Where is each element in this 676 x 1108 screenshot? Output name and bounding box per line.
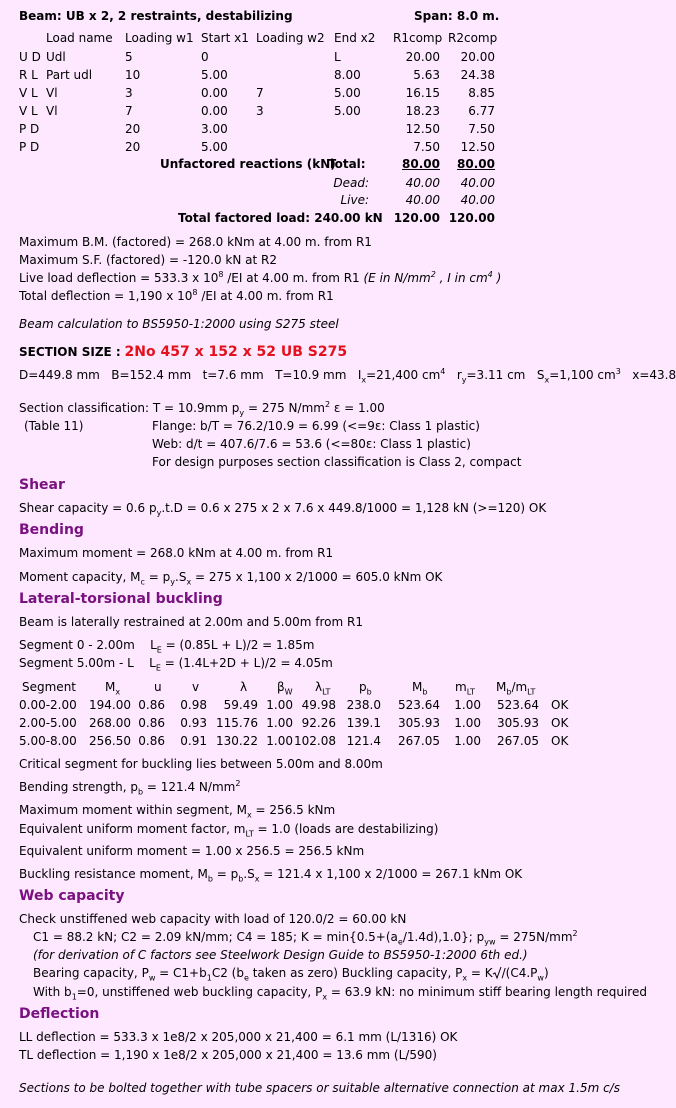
ltb-col-ratio: $M_b/m_{LT}$ [496,680,536,697]
ltb-col-llt: $\lambda_{LT}$ [315,680,331,697]
load-cell-code: P D [19,140,40,154]
live-deflection: Live load deflection = 533.3 x $10^8$ /EI at 4.00 m. from R1 (E in $N/mm^2$ , I in $cm^4$ ) [19,270,502,285]
load-cell-x2: 8.00 [334,68,361,82]
load-cell-r2: 20.00 [460,50,495,64]
ltb-cell-mlt: 1.00 [454,734,481,748]
ltb-heading: Lateral-torsional buckling [19,591,223,607]
c-factors: C1 = 88.2 kN; C2 = 2.09 kN/mm; C4 = 185; $K = \min\{0.5+(a_e/1.4d),1.0\}$; $p_{yw} = 275N/mm^2$ [33,929,578,947]
load-cell-r1: 12.50 [405,122,440,136]
c-derivation: (for derivation of C factors see Steelwork Design Guide to BS5950-1:2000 6th ed.) [33,948,528,962]
ltb-cell-ok: OK [551,698,569,712]
ltb-cell-pb: 139.1 [346,716,381,730]
load-cell-name: Vl [46,86,58,100]
buckling-resistance: Buckling resistance moment, $M_b = p_b.S_x = 121.4$ x 1,100 x 2/1000 = 267.1 kNm OK [19,867,523,884]
load-cell-r1: 18.23 [405,104,440,118]
web-class: Web: d/t = 407.6/7.6 = 53.6 (<=80ε: Class 1 plastic) [152,437,471,451]
bending-heading: Bending [19,522,84,538]
load-cell-x1: 0.00 [201,86,228,100]
classification-line: Section classification: T = 10.9mm $p_y = 275$ $N/mm^2$ ε = 1.00 [19,400,385,418]
ltb-cell-bw: 1.00 [266,734,293,748]
factored-label: Total factored load: 240.00 kN [178,211,383,225]
section-properties: D=449.8 mm B=152.4 mm t=7.6 mm T=10.9 mm $I_x=21,400$ $cm^4$ $r_y=3.11$ cm $S_x=1,100$ $cm^3$ x=43.8 [19,367,676,385]
ltb-cell-mlt: 1.00 [454,716,481,730]
ltb-cell-seg: 0.00-2.00 [19,698,77,712]
flange-class: Flange: b/T = 76.2/10.9 = 6.99 (<=9ε: Class 1 plastic) [152,419,480,433]
ltb-cell-bw: 1.00 [266,698,293,712]
ltb-cell-lambda: 115.76 [216,716,258,730]
ltb-cell-seg: 2.00-5.00 [19,716,77,730]
equiv-factor: Equivalent uniform moment factor, $m_{LT} = 1.0$ (loads are destabilizing) [19,822,439,839]
ltb-col-pb: $p_b$ [359,680,372,697]
load-cell-code: P D [19,122,40,136]
shear-capacity: Shear capacity = 0.6 $p_y.t.D = 0.6$ x 275 x 2 x 7.6 x 449.8/1000 = 1,128 kN (>=120) OK [19,501,547,518]
load-cell-r1: 16.15 [405,86,440,100]
ltb-cell-llt: 49.98 [301,698,336,712]
load-cell-name: Udl [46,50,66,64]
load-cell-w2: 3 [256,104,264,118]
load-cell-r1: 5.63 [413,68,440,82]
ltb-col-mx: $M_x$ [105,680,121,697]
load-cell-r1: 20.00 [405,50,440,64]
table-ref: (Table 11) [24,419,84,433]
load-cell-x1: 0 [201,50,209,64]
load-cell-w1: 20 [125,140,141,154]
col-header-loading-w1: Loading w1 [125,31,194,45]
load-cell-x2: 5.00 [334,104,361,118]
factored-r2: 120.00 [448,211,495,225]
max-sf: Maximum S.F. (factored) = -120.0 kN at R2 [19,253,277,267]
ltb-cell-u: 0.86 [138,734,165,748]
load-cell-x2: L [334,50,341,64]
ltb-col-segment: Segment [22,680,76,694]
live-label: Live: [340,193,369,207]
load-cell-code: V L [19,104,38,118]
segment-1-le: Segment 0 - 2.00m $L_E = (0.85L + L)/2 = 1.85m$ [19,638,315,655]
design-class: For design purposes section classification is Class 2, compact [152,455,522,469]
ltb-cell-llt: 102.08 [294,734,336,748]
ltb-cell-llt: 92.26 [301,716,336,730]
bearing-capacity: Bearing capacity, $P_w = C1+b_1C2$ ($b_e$ taken as zero) Buckling capacity, $P_x = K$ $/(C4.P_w)$ [33,966,549,983]
ltb-col-mlt: $m_{LT}$ [455,680,475,697]
ltb-col-mb: $M_b$ [412,680,428,697]
ltb-cell-mb: 305.93 [398,716,440,730]
total-label: Total: [328,157,366,171]
ll-deflection: LL deflection = 533.3 x 1e8/2 x 205,000 x 21,400 = 6.1 mm (L/1316) OK [19,1030,458,1044]
ltb-col-bw: $\beta_W$ [277,680,293,697]
ltb-cell-u: 0.86 [138,698,165,712]
max-moment-segment: Maximum moment within segment, $M_x = 256.5$ kNm [19,803,336,820]
load-cell-r1: 7.50 [413,140,440,154]
load-cell-r2: 6.77 [468,104,495,118]
ltb-cell-ok: OK [551,716,569,730]
load-cell-w1: 5 [125,50,133,64]
col-header-r2comp: R2comp [448,31,498,45]
max-moment: Maximum moment = 268.0 kNm at 4.00 m. from R1 [19,546,334,560]
ltb-col-u: u [154,680,162,694]
load-cell-x1: 5.00 [201,68,228,82]
load-cell-w1: 10 [125,68,141,82]
unfactored-label: Unfactored reactions (kN) [160,157,336,171]
tl-deflection: TL deflection = 1,190 x 1e8/2 x 205,000 x 21,400 = 13.6 mm (L/590) [19,1048,437,1062]
factored-r1: 120.00 [393,211,440,225]
live-r2: 40.00 [460,193,495,207]
ltb-cell-u: 0.86 [138,716,165,730]
live-r1: 40.00 [405,193,440,207]
ltb-cell-mb: 523.64 [398,698,440,712]
ltb-cell-mx: 194.00 [89,698,131,712]
ltb-cell-v: 0.98 [180,698,207,712]
load-cell-name: Vl [46,104,58,118]
ltb-cell-ratio: 523.64 [497,698,539,712]
restraint-note: Beam is laterally restrained at 2.00m and 5.00m from R1 [19,615,363,629]
load-cell-code: R L [19,68,38,82]
moment-capacity: Moment capacity, $M_c = p_y.S_x = 275$ x 1,100 x 2/1000 = 605.0 kNm OK [19,570,443,587]
ltb-cell-ratio: 267.05 [497,734,539,748]
deflection-heading: Deflection [19,1006,100,1022]
ltb-cell-bw: 1.00 [266,716,293,730]
load-cell-x1: 0.00 [201,104,228,118]
span-label: Span: 8.0 m. [414,9,500,23]
col-header-end-x2: End x2 [334,31,376,45]
col-header-start-x1: Start x1 [201,31,249,45]
load-cell-code: U D [19,50,41,64]
sqrt-icon [493,967,502,979]
load-cell-r2: 7.50 [468,122,495,136]
ltb-cell-v: 0.93 [180,716,207,730]
col-header-r1comp: R1comp [393,31,443,45]
segment-2-le: Segment 5.00m - L $L_E = (1.4L+2D + L)/2 = 4.05m$ [19,656,333,673]
dead-label: Dead: [333,176,369,190]
load-cell-w1: 7 [125,104,133,118]
load-cell-r2: 24.38 [460,68,495,82]
web-heading: Web capacity [19,888,125,904]
ltb-cell-mlt: 1.00 [454,698,481,712]
ltb-cell-lambda: 130.22 [216,734,258,748]
dead-r1: 40.00 [405,176,440,190]
ltb-cell-seg: 5.00-8.00 [19,734,77,748]
load-cell-x1: 5.00 [201,140,228,154]
footer-note: Sections to be bolted together with tube spacers or suitable alternative connection at max 1.5m c/s [19,1081,620,1095]
web-check: Check unstiffened web capacity with load of 120.0/2 = 60.00 kN [19,912,407,926]
load-cell-w1: 20 [125,122,141,136]
ltb-cell-v: 0.91 [180,734,207,748]
section-size: SECTION SIZE : 2No 457 x 152 x 52 UB S275 [19,344,348,360]
ltb-col-lambda: λ [240,680,248,694]
ltb-cell-pb: 238.0 [346,698,381,712]
total-deflection: Total deflection = 1,190 x $10^8$ /EI at 4.00 m. from R1 [19,288,334,303]
load-cell-code: V L [19,86,38,100]
max-bm: Maximum B.M. (factored) = 268.0 kNm at 4.00 m. from R1 [19,235,372,249]
ltb-col-v: v [192,680,200,694]
col-header-loading-w2: Loading w2 [256,31,325,45]
dead-r2: 40.00 [460,176,495,190]
beam-title: Beam: UB x 2, 2 restraints, destabilizing [19,9,293,23]
shear-heading: Shear [19,477,65,493]
buckling-capacity: With $b_1=0$, unstiffened web buckling capacity, $P_x = 63.9$ kN: no minimum stiff bearing length required [33,985,647,1002]
col-header-load-name: Load name [46,31,113,45]
total-r2: 80.00 [457,157,495,171]
load-cell-w1: 3 [125,86,133,100]
ltb-cell-pb: 121.4 [346,734,381,748]
load-cell-r2: 8.85 [468,86,495,100]
ltb-cell-lambda: 59.49 [223,698,258,712]
critical-segment: Critical segment for buckling lies between 5.00m and 8.00m [19,757,383,771]
bending-strength: Bending strength, $p_b = 121.4$ $N/mm^2$ [19,779,241,797]
load-cell-w2: 7 [256,86,264,100]
calc-note: Beam calculation to BS5950-1:2000 using S275 steel [19,317,339,331]
load-cell-x2: 5.00 [334,86,361,100]
ltb-cell-mx: 268.00 [89,716,131,730]
ltb-cell-mb: 267.05 [398,734,440,748]
ltb-cell-mx: 256.50 [89,734,131,748]
equiv-moment: Equivalent uniform moment = 1.00 x 256.5 = 256.5 kNm [19,844,365,858]
ltb-cell-ratio: 305.93 [497,716,539,730]
load-cell-name: Part udl [46,68,93,82]
total-r1: 80.00 [402,157,440,171]
load-cell-r2: 12.50 [460,140,495,154]
ltb-cell-ok: OK [551,734,569,748]
load-cell-x1: 3.00 [201,122,228,136]
